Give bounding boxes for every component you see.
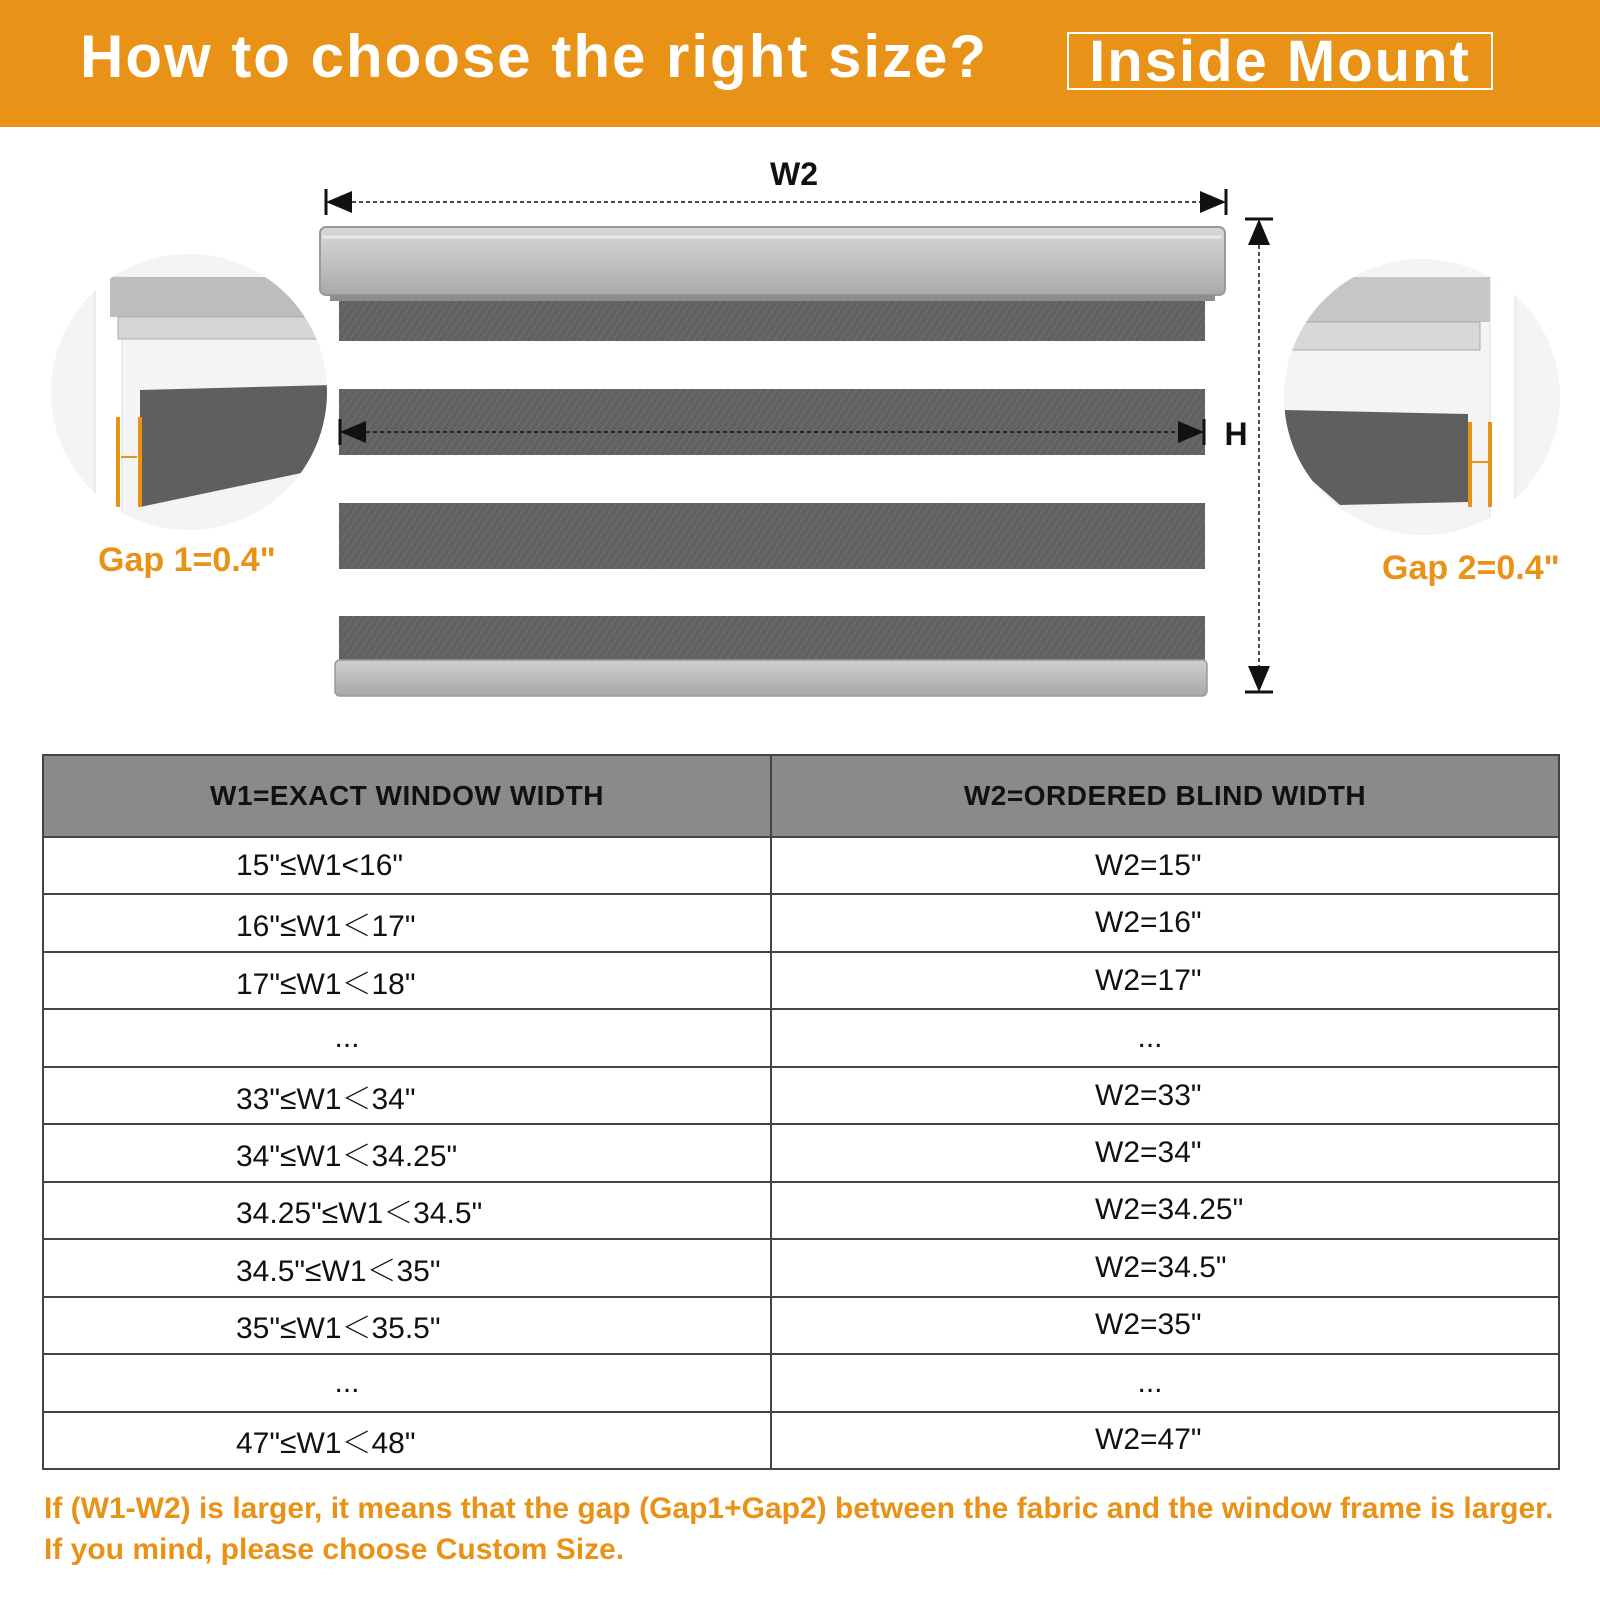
window-width-range: 34"≤W1＜34.25" xyxy=(43,1124,771,1181)
header-banner xyxy=(0,0,1600,127)
table-row xyxy=(43,952,1559,1009)
head-rail xyxy=(320,227,1225,301)
blind-width-value: W2=35" xyxy=(771,1297,1559,1354)
height-dimension xyxy=(1245,219,1273,692)
table-row xyxy=(43,1412,1559,1469)
table-row xyxy=(43,1182,1559,1239)
window-width-range: 15"≤W1<16" xyxy=(43,837,771,894)
mount-type-badge: Inside Mount xyxy=(1067,32,1493,90)
fabric-band-3 xyxy=(339,503,1205,569)
blind-diagram xyxy=(0,127,1600,747)
table-row xyxy=(43,1067,1559,1124)
fabric-band-2 xyxy=(339,389,1205,455)
blind-width-value: W2=15" xyxy=(771,837,1559,894)
table-row xyxy=(43,837,1559,894)
table-header-row xyxy=(43,755,1559,837)
blind-width-value: W2=34.5" xyxy=(771,1239,1559,1296)
window-width-range: ... xyxy=(43,1354,771,1411)
blind-width-value: W2=34" xyxy=(771,1124,1559,1181)
bottom-rail xyxy=(335,660,1207,696)
header-window-width: W1=EXACT WINDOW WIDTH xyxy=(43,755,771,837)
header-blind-width: W2=ORDERED BLIND WIDTH xyxy=(771,755,1559,837)
table-row xyxy=(43,1239,1559,1296)
window-width-range: 34.5"≤W1＜35" xyxy=(43,1239,771,1296)
height-label: H xyxy=(1224,416,1248,452)
size-table xyxy=(42,754,1560,1470)
window-width-range: ... xyxy=(43,1009,771,1066)
table-row xyxy=(43,1354,1559,1411)
gap2-label: Gap 2=0.4" xyxy=(1382,549,1560,587)
gap1-label: Gap 1=0.4" xyxy=(98,541,276,579)
blind-width-value: W2=33" xyxy=(771,1067,1559,1124)
table-row xyxy=(43,894,1559,951)
width-label: W2 xyxy=(770,156,818,192)
window-width-range: 33"≤W1＜34" xyxy=(43,1067,771,1124)
blind-width-value: ... xyxy=(771,1354,1559,1411)
table-row xyxy=(43,1124,1559,1181)
blind-width-value: ... xyxy=(771,1009,1559,1066)
gap-note: If (W1-W2) is larger, it means that the gap (Gap1+Gap2) between the fabric and the window frame is larger. If you mind, please choose Custom Size. xyxy=(44,1492,1554,1566)
width-dimension xyxy=(326,189,1226,215)
blind-illustration xyxy=(0,127,1600,747)
window-width-range: 47"≤W1＜48" xyxy=(43,1412,771,1469)
blind-width-value: W2=34.25" xyxy=(771,1182,1559,1239)
window-width-range: 16"≤W1＜17" xyxy=(43,894,771,951)
blind-width-value: W2=47" xyxy=(771,1412,1559,1469)
window-width-range: 17"≤W1＜18" xyxy=(43,952,771,1009)
gap1-detail-circle xyxy=(40,247,340,547)
fabric-band-4 xyxy=(339,616,1205,662)
fabric-band-1 xyxy=(339,301,1205,341)
gap2-detail-circle xyxy=(1280,257,1580,557)
table-row xyxy=(43,1009,1559,1066)
window-width-range: 35"≤W1＜35.5" xyxy=(43,1297,771,1354)
page-title: How to choose the right size? xyxy=(80,23,989,90)
blind-width-value: W2=16" xyxy=(771,894,1559,951)
window-width-range: 34.25"≤W1＜34.5" xyxy=(43,1182,771,1239)
blind-width-value: W2=17" xyxy=(771,952,1559,1009)
table-row xyxy=(43,1297,1559,1354)
